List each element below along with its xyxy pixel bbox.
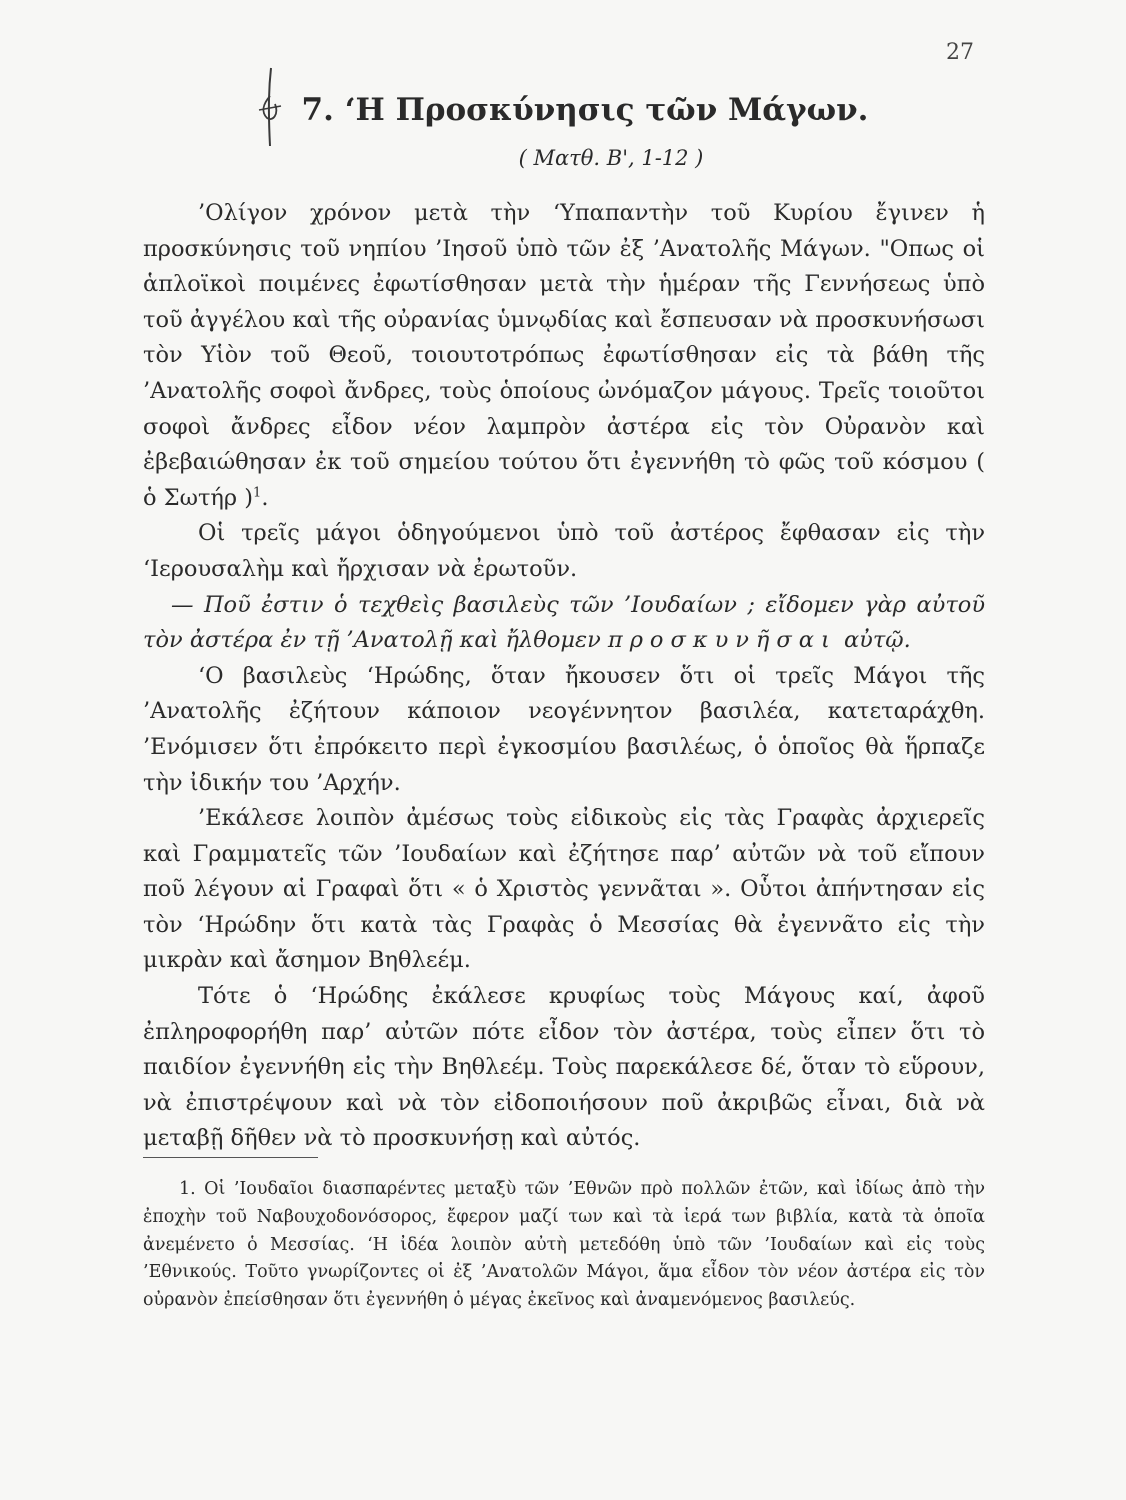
footnote-divider [143, 1157, 318, 1158]
scripture-reference: ( Ματθ. Β', 1-12 ) [518, 146, 704, 170]
footnote-reference: 1 [253, 485, 262, 501]
main-text [143, 196, 985, 1157]
paragraph-2: Οἱ τρεῖς μάγοι ὁδηγούμενοι ὑπὸ τοῦ ἀστέρος ἔφθασαν εἰς τὴν ‘Ιερουσαλὴμ καὶ ἤρχισαν νὰ ἐρωτοῦν. [143, 520, 985, 582]
footnote-text: 1. Οἱ ’Ιουδαῖοι διασπαρέντες μεταξὺ τῶν ’Εθνῶν πρὸ πολλῶν ἐτῶν, καὶ ἰδίως ἀπὸ τὴν ἐποχὴν τοῦ Ναβουχοδονόσορος, ἔφερον μαζί των καὶ τὰ ἱερά των βιβλία, κατὰ τὰ ὁποῖα ἀνεμένετο ὁ Μεσσίας. ‘Η ἰδέα λοιπὸν αὐτὴ μετεδόθη ὑπὸ τῶν ’Ιουδαίων καὶ εἰς τοὺς ’Εθνικούς. Τοῦτο γνωρίζοντες οἱ ἐξ ’Ανατολῶν Μάγοι, ἅμα εἶδον τὸν νέον ἀστέρα εἰς τὸν οὐρανὸν ἐπείσθησαν ὅτι ἐγεννήθη ὁ μέγας ἐκεῖνος καὶ ἀναμενόμενος βασιλεύς. [143, 1179, 985, 1311]
paragraph-1-text: ’Ολίγον χρόνον μετὰ τὴν ‘Υπαπαντὴν τοῦ Κυρίου ἔγινεν ἡ προσκύνησις τοῦ νηπίου ’Ιησοῦ ὑπὸ τῶν ἐξ ’Ανατολῆς Μάγων. "Οπως οἱ ἁπλοϊκοὶ ποιμένες ἐφωτίσθησαν μετὰ τὴν ἡμέραν τῆς Γεννήσεως ὑπὸ τοῦ ἀγγέλου καὶ τῆς οὐρανίας ὑμνῳδίας καὶ ἔσπευσαν νὰ προσκυνήσωσι τὸν Υἱὸν τοῦ Θεοῦ, τοιουτοτρόπως ἐφωτίσθησαν εἰς τὰ βάθη τῆς ’Ανατολῆς σοφοὶ ἄνδρες, τοὺς ὁποίους ὠνόμαζον μάγους. Τρεῖς τοιοῦτοι σοφοὶ ἄνδρες εἶδον νέον λαμπρὸν ἀστέρα εἰς τὸν Οὐρανὸν καὶ ἐβεβαιώθησαν ἐκ τοῦ σημείου τούτου ὅτι ἐγεννήθη τὸ φῶς τοῦ κόσμου ( ὁ Σωτήρ ) [143, 200, 985, 511]
chapter-title: 7. ‘Η Προσκύνησις τῶν Μάγων. [301, 92, 869, 128]
paragraph-1-end: . [261, 484, 269, 511]
paragraph-6: Τότε ὁ ‘Ηρώδης ἐκάλεσε κρυφίως τοὺς Μάγους καί, ἀφοῦ ἐπληροφορήθη παρ’ αὐτῶν πότε εἶδον τὸν ἀστέρα, τοὺς εἶπεν ὅτι τὸ παιδίον ἐγεννήθη εἰς τὴν Βηθλεέμ. Τοὺς παρεκάλεσε δέ, ὅταν τὸ εὕρουν, νὰ ἐπιστρέψουν καὶ νὰ τὸν εἰδοποιήσουν ποῦ ἀκριβῶς εἶναι, διὰ νὰ μεταβῇ δῆθεν νὰ τὸ προσκυνήσῃ καὶ αὐτός. [143, 983, 985, 1152]
footnote [143, 1176, 985, 1315]
paragraph-1 [143, 196, 985, 516]
paragraph-4: ‘Ο βασιλεὺς ‘Ηρώδης, ὅταν ἤκουσεν ὅτι οἱ τρεῖς Μάγοι τῆς ’Ανατολῆς ἐζήτουν κάποιον νεογέννητον βασιλέα, κατεταράχθη. ’Ενόμισεν ὅτι ἐπρόκειτο περὶ ἐγκοσμίου βασιλέως, ὁ ὁποῖος θὰ ἥρπαζε τὴν ἰδικήν του ’Αρχήν. [143, 662, 985, 796]
quote-end: αὐτῷ. [843, 627, 911, 654]
quote-spaced-word: προσκυνῆσαι [607, 627, 837, 654]
quote-text: — Ποῦ ἐστιν ὁ τεχθεὶς βασιλεὺς τῶν ’Ιουδαίων ; εἴδομεν γὰρ αὐτοῦ τὸν ἀστέρα ἐν τῇ ’Ανατολῇ καὶ ἤλθομεν [143, 591, 985, 654]
page-number: 27 [946, 40, 974, 65]
paragraph-5: ’Εκάλεσε λοιπὸν ἀμέσως τοὺς εἰδικοὺς εἰς τὰς Γραφὰς ἀρχιερεῖς καὶ Γραμματεῖς τῶν ’Ιουδαίων καὶ ἐζήτησε παρ’ αὐτῶν νὰ τοῦ εἴπουν ποῦ λέγουν αἱ Γραφαὶ ὅτι « ὁ Χριστὸς γεννᾶται ». Οὗτοι ἀπήντησαν εἰς τὸν ‘Ηρώδην ὅτι κατὰ τὰς Γραφὰς ὁ Μεσσίας θὰ ἐγεννᾶτο εἰς τὴν μικρὰν καὶ ἄσημον Βηθλεέμ. [143, 805, 985, 974]
quote-paragraph [143, 588, 985, 659]
